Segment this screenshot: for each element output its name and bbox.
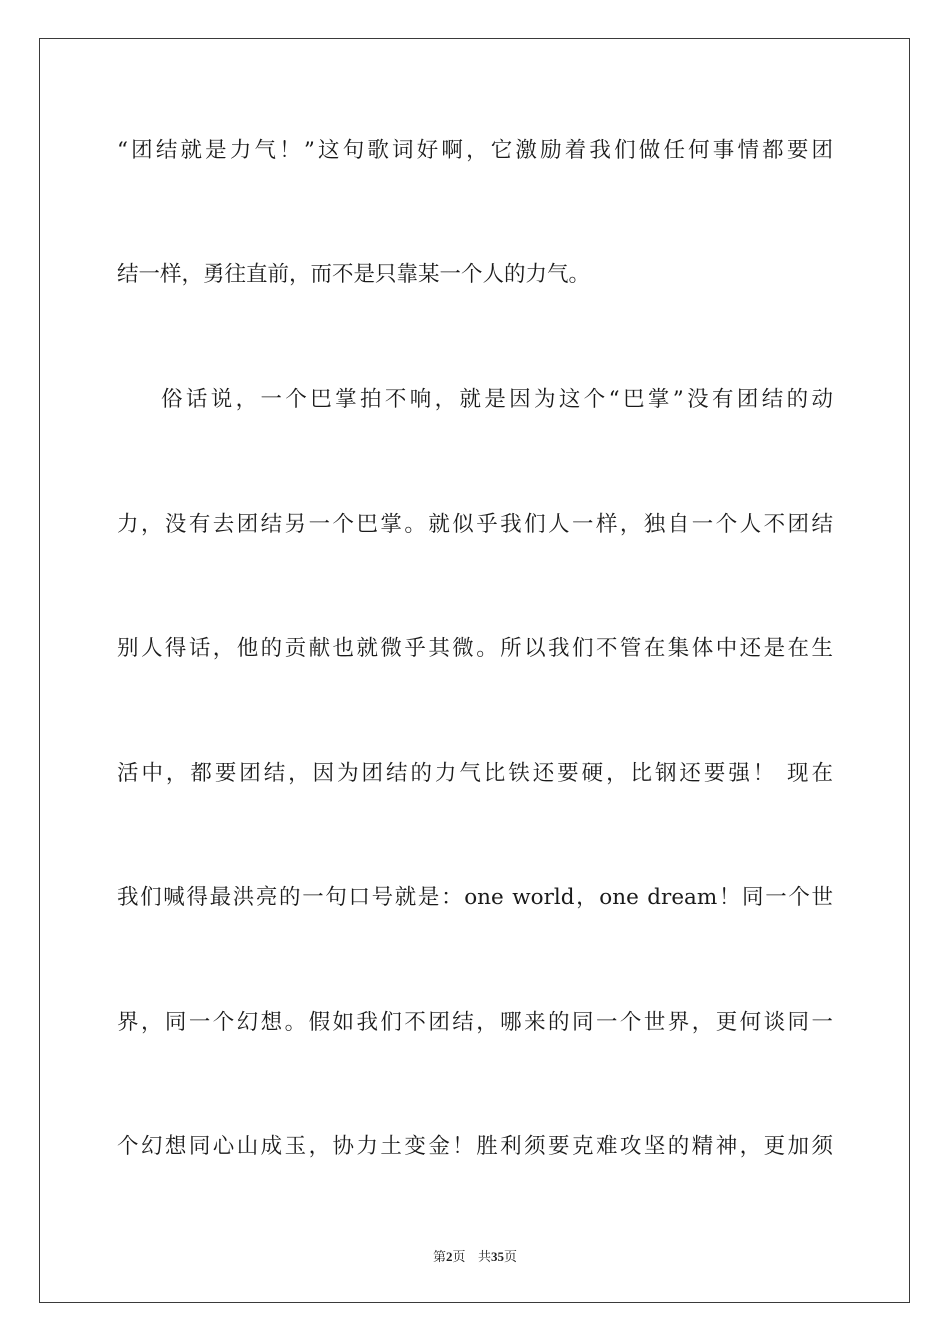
text-line: 界，同一个幻想。假如我们不团结，哪来的同一个世界，更何谈同一 (117, 1010, 833, 1035)
text-line: “团结就是力气！”这句歌词好啊，它激励着我们做任何事情都要团 (117, 138, 833, 163)
total-prefix: 共 (477, 1250, 491, 1265)
text-line: 结一样，勇往直前，而不是只靠某一个人的力气。 (117, 262, 591, 287)
text-line: 力，没有去团结另一个巴掌。就似乎我们人一样，独自一个人不团结 (117, 512, 833, 537)
page-border (39, 38, 910, 1303)
total-suffix: 页 (503, 1250, 517, 1265)
total-pages: 35 (490, 1249, 504, 1264)
page-suffix: 页 (452, 1250, 466, 1265)
text-line: 个幻想同心山成玉，协力土变金！胜利须要克难攻坚的精神，更加须 (117, 1134, 833, 1159)
page-footer (0, 1246, 950, 1265)
text-line: 俗话说，一个巴掌拍不响，就是因为这个“巴掌”没有团结的动 (161, 387, 833, 412)
page-number: 2 (446, 1249, 453, 1264)
text-line: 活中，都要团结，因为团结的力气比铁还要硬，比钢还要强！ 现在 (117, 761, 833, 786)
text-line: 别人得话，他的贡献也就微乎其微。所以我们不管在集体中还是在生 (117, 636, 833, 661)
text-line: 我们喊得最洪亮的一句口号就是：one world，one dream！同一个世 (117, 885, 833, 910)
page-prefix: 第 (433, 1250, 447, 1265)
